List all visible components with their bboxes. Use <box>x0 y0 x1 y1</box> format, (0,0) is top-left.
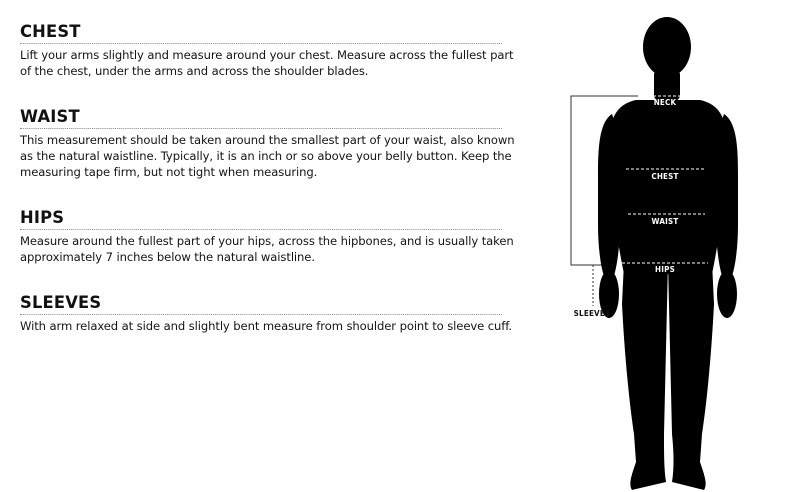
waist-label: WAIST <box>651 217 679 226</box>
silhouette-shape <box>598 17 738 490</box>
waist-description: This measurement should be taken around the smallest part of your waist, also known as the natural waistline. Typically, it is an inch or so above your belly button. Keep the measuring tape firm, but not tight when measuring. <box>20 133 515 179</box>
chest-description: Lift your arms slightly and measure around your chest. Measure across the fullest part of the chest, under the arms and across the shoulder blades. <box>20 48 514 78</box>
hips-section <box>20 208 522 265</box>
body-measurement-figure <box>560 14 800 492</box>
sleeves-heading: SLEEVES <box>20 293 502 315</box>
hips-description: Measure around the fullest part of your hips, across the hipbones, and is usually taken approximately 7 inches below the natural waistline. <box>20 234 514 264</box>
sleeves-section <box>20 293 522 334</box>
chest-label: CHEST <box>651 172 679 181</box>
chest-heading: CHEST <box>20 22 502 44</box>
body-silhouette <box>560 14 800 492</box>
hips-label: HIPS <box>655 265 675 274</box>
sleeves-label: SLEEVES <box>573 309 611 318</box>
sleeves-description: With arm relaxed at side and slightly bent measure from shoulder point to sleeve cuff. <box>20 319 512 333</box>
waist-section <box>20 107 522 180</box>
hips-heading: HIPS <box>20 208 502 230</box>
chest-section <box>20 22 522 79</box>
waist-heading: WAIST <box>20 107 502 129</box>
neck-label: NECK <box>653 98 677 107</box>
